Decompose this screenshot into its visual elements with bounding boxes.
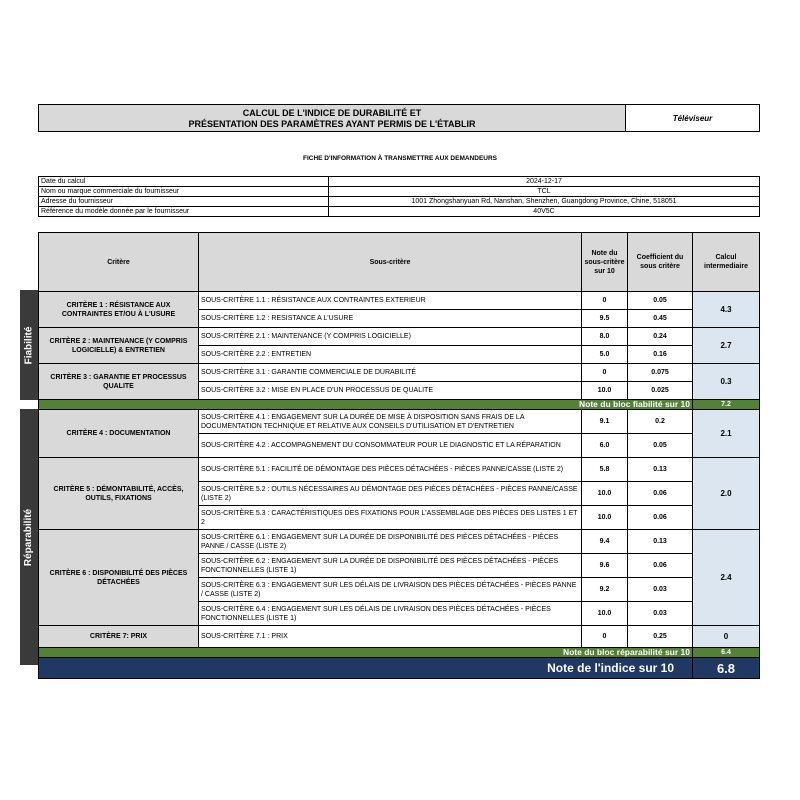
table-row: SOUS-CRITÈRE 4.2 : ACCOMPAGNEMENT DU CONSOMMATEUR POUR LE DIAGNOSTIC ET LA RÉPARATION 6.0 0.05 (39, 434, 760, 458)
table-row: SOUS-CRITÈRE 5.3 : CARACTÉRISTIQUES DES FIXATIONS POUR L'ASSEMBLAGE DES PIÈCES DES LISTES 1 ET 2 10.0 0.06 (39, 506, 760, 530)
table-row: CRITÈRE 5 : DÉMONTABILITÉ, ACCÈS, OUTILS, FIXATIONS SOUS-CRITÈRE 5.1 : FACILITÉ DE DÉMONTAGE DES PIÈCES DÉTACHÉES - PIÈCES PANNE/CASSE (LISTE 2) 5.8 0.13 2.0 (39, 458, 760, 482)
header-row (39, 233, 760, 292)
final-score-row: Note de l'indice sur 10 6.8 (39, 658, 760, 679)
table-row: CRITÈRE 3 : GARANTIE ET PROCESSUS QUALITE SOUS-CRITÈRE 3.1 : GARANTIE COMMERCIALE DE DURABILITÉ 0 0.075 0.3 (39, 364, 760, 382)
info-row: Nom ou marque commerciale du fournisseur TCL (39, 187, 760, 197)
subtitle: FICHE D'INFORMATION À TRANSMETTRE AUX DEMANDEURS (302, 155, 497, 162)
col-critere: Critère (39, 233, 199, 292)
side-label-reparabilite: Réparabilité (20, 409, 38, 665)
col-sous-critere: Sous-critère (199, 233, 582, 292)
criterion-4: CRITÈRE 4 : DOCUMENTATION (39, 410, 199, 458)
fiabilite-total-row: Note du bloc fiabilité sur 10 7.2 (39, 400, 760, 410)
info-row: Date du calcul 2024-12-17 (39, 177, 760, 187)
side-label-fiabilite: Fiabilité (20, 290, 38, 400)
table-row: CRITÈRE 7: PRIX SOUS-CRITÈRE 7.1 : PRIX 0 0.25 0 (39, 626, 760, 648)
table-row: CRITÈRE 4 : DOCUMENTATION SOUS-CRITÈRE 4.1 : ENGAGEMENT SUR LA DURÉE DE MISE À DISPOSITION SANS FRAIS DE LA DOCUMENTATION TECHNIQUE ET RELATIVE AUX CONSEILS D'UTILISATION ET D'ENTRETIEN 9.1 0.2 2.1 (39, 410, 760, 434)
table-row: SOUS-CRITÈRE 3.2 : MISE EN PLACE D'UN PROCESSUS DE QUALITE 10.0 0.025 (39, 382, 760, 400)
table-row: CRITÈRE 1 : RÉSISTANCE AUX CONTRAINTES ET/OU À L'USURE SOUS-CRITÈRE 1.1 : RÉSISTANCE AUX CONTRAINTES EXTERIEUR 0 0.05 4.3 (39, 292, 760, 310)
criterion-3: CRITÈRE 3 : GARANTIE ET PROCESSUS QUALITE (39, 364, 199, 400)
reparabilite-total-row: Note du bloc réparabilité sur 10 6.4 (39, 648, 760, 658)
criterion-2: CRITÈRE 2 : MAINTENANCE (Y COMPRIS LOGICIELLE) & ENTRETIEN (39, 328, 199, 364)
criterion-1: CRITÈRE 1 : RÉSISTANCE AUX CONTRAINTES ET/OU À L'USURE (39, 292, 199, 328)
info-row: Adresse du fournisseur 1001 Zhongshanyuan Rd, Nanshan, Shenzhen, Guangdong Province, Chine, 518051 (39, 197, 760, 207)
info-table (38, 176, 760, 217)
document-title: CALCUL DE L'INDICE DE DURABILITÉ ET PRÉSENTATION DES PARAMÈTRES AYANT PERMIS DE L'ÉTABLIR (39, 105, 626, 131)
table-row: SOUS-CRITÈRE 6.4 : ENGAGEMENT SUR LES DÉLAIS DE LIVRAISON DES PIÈCES DÉTACHÉES - PIÈCES FONCTIONNELLES (LISTE 1) 10.0 0.03 (39, 602, 760, 626)
info-row: Référence du modèle donnée par le fournisseur 40V5C (39, 207, 760, 217)
table-row: SOUS-CRITÈRE 6.2 : ENGAGEMENT SUR LA DURÉE DE DISPONIBILITÉ DES PIÈCES DÉTACHÉES - PIÈCES FONCTIONNELLES (LISTE 1) 9.6 0.06 (39, 554, 760, 578)
criterion-7: CRITÈRE 7: PRIX (39, 626, 199, 648)
table-row: SOUS-CRITÈRE 6.3 : ENGAGEMENT SUR LES DÉLAIS DE LIVRAISON DES PIÈCES DÉTACHÉES - PIÈCES PANNE / CASSE (LISTE 2) 9.2 0.03 (39, 578, 760, 602)
header (38, 104, 760, 132)
col-calcul: Calcul intermediaire (693, 233, 760, 292)
criterion-5: CRITÈRE 5 : DÉMONTABILITÉ, ACCÈS, OUTILS, FIXATIONS (39, 458, 199, 530)
table-row: SOUS-CRITÈRE 1.2 : RESISTANCE A L'USURE 9.5 0.45 (39, 310, 760, 328)
table-row: SOUS-CRITÈRE 5.2 : OUTILS NÉCESSAIRES AU DÉMONTAGE DES PIÈCES DÉTACHÉES - PIÈCES PANNE/CASSE (LISTE 2) 10.0 0.06 (39, 482, 760, 506)
table-row: SOUS-CRITÈRE 2.2 : ENTRETIEN 5.0 0.16 (39, 346, 760, 364)
col-note: Note du sous-critère sur 10 (582, 233, 628, 292)
score-table (38, 232, 760, 679)
product-type: Téléviseur (672, 113, 713, 123)
criterion-6: CRITÈRE 6 : DISPONIBILITÉ DES PIÈCES DÉTACHÉES (39, 530, 199, 626)
table-row: CRITÈRE 6 : DISPONIBILITÉ DES PIÈCES DÉTACHÉES SOUS-CRITÈRE 6.1 : ENGAGEMENT SUR LA DURÉE DE DISPONIBILITÉ DES PIÈCES DÉTACHÉES - PIÈCES PANNE / CASSE (LISTE 2) 9.4 0.13 2.4 (39, 530, 760, 554)
table-row: CRITÈRE 2 : MAINTENANCE (Y COMPRIS LOGICIELLE) & ENTRETIEN SOUS-CRITÈRE 2.1 : MAINTENANCE (Y COMPRIS LOGICIELLE) 8.0 0.24 2.7 (39, 328, 760, 346)
col-coef: Coefficient du sous critère (628, 233, 693, 292)
